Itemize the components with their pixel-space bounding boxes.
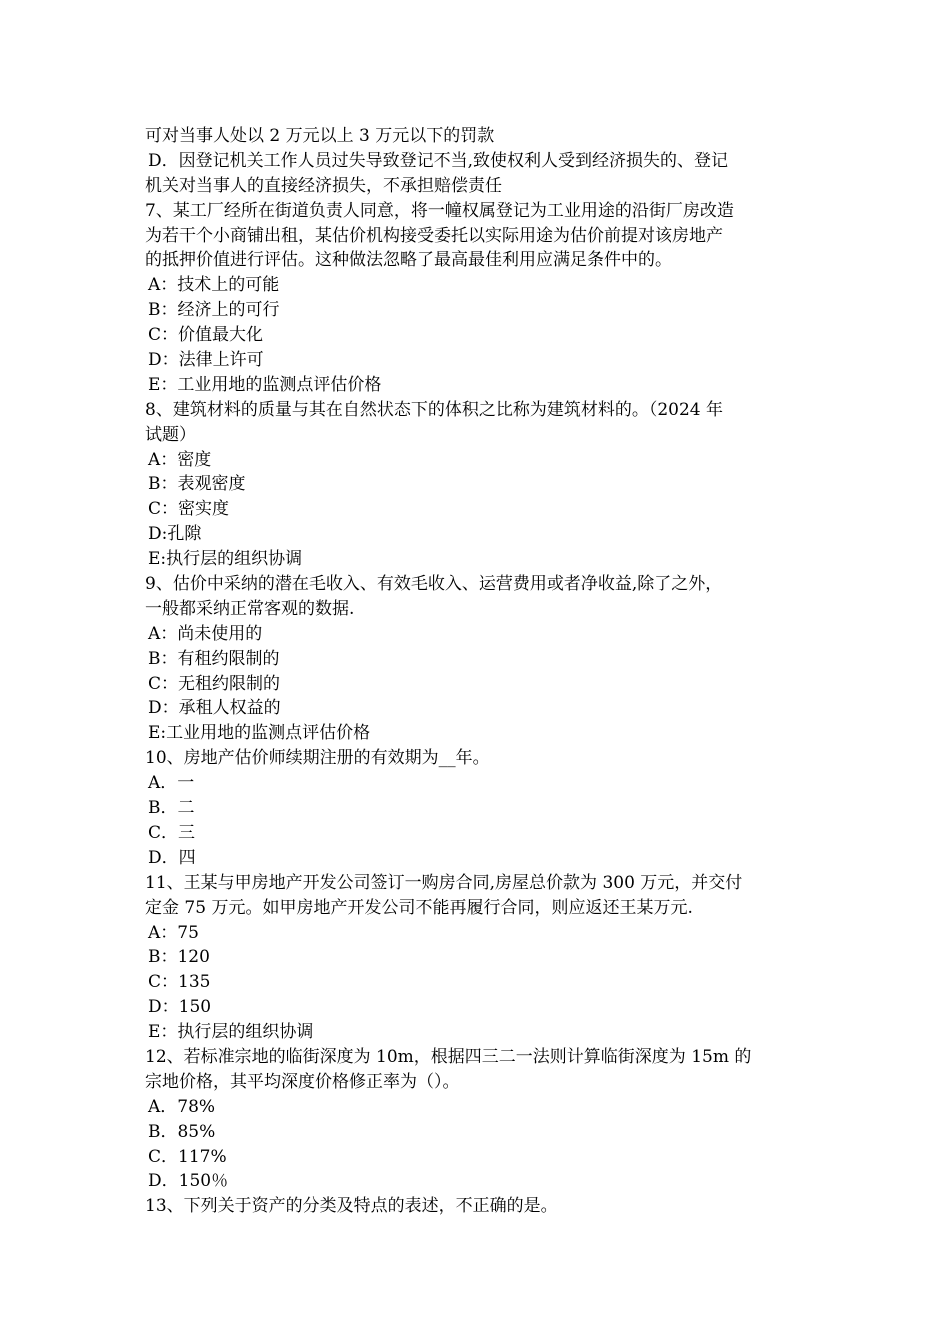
answer-option-line: A：密度 [148,449,212,470]
question-text-line: 的抵押价值进行评估。这种做法忽略了最高最佳利用应满足条件中的。 [145,250,672,271]
answer-option-line: D：承租人权益的 [148,698,281,719]
answer-option-line: D．150％ [148,1171,229,1192]
question-text-line: 8、建筑材料的质量与其在自然状态下的体积之比称为建筑材料的。（2024 年 [145,399,723,420]
answer-option-line: C：价值最大化 [148,325,264,346]
question-text-line: 11、王某与甲房地产开发公司签订一购房合同,房屋总价款为 300 万元，并交付 [145,872,743,893]
answer-option-line: E：工业用地的监测点评估价格 [148,374,382,395]
answer-option-line: B：有租约限制的 [148,648,280,669]
answer-option-line: A：技术上的可能 [148,275,280,296]
question-text-line: 定金 75 万元。如甲房地产开发公司不能再履行合同，则应返还王某万元. [145,897,693,918]
question-text-line: 机关对当事人的直接经济损失，不承担赔偿责任 [145,175,502,196]
answer-option-line: D：150 [148,997,212,1018]
question-text-line: 可对当事人处以 2 万元以上 3 万元以下的罚款 [145,126,495,146]
answer-option-line: C：密实度 [148,499,230,520]
answer-option-line: D：法律上许可 [148,350,264,371]
question-text-line: 宗地价格，其平均深度价格修正率为（）。 [145,1071,460,1092]
answer-option-line: E:执行层的组织协调 [148,549,303,570]
answer-option-line: B．85% [148,1121,216,1142]
answer-option-line: A：尚未使用的 [148,623,263,644]
question-text-line: 9、估价中采纳的潜在毛收入、有效毛收入、运营费用或者净收益,除了之外， [145,574,723,595]
question-text-line: 13、下列关于资产的分类及特点的表述，不正确的是。 [145,1196,558,1217]
question-text-line: 一般都采纳正常客观的数据. [145,598,355,619]
question-text-line: 12、若标准宗地的临街深度为 10m，根据四三二一法则计算临街深度为 15m 的 [145,1046,752,1067]
answer-option-line: A：75 [148,922,199,943]
answer-option-line: C：135 [148,972,211,993]
answer-option-line: C：无租约限制的 [148,673,281,694]
answer-option-line: B：经济上的可行 [148,300,280,321]
question-text-line: 7、某工厂经所在街道负责人同意，将一幢权属登记为工业用途的沿街厂房改造 [145,200,734,221]
answer-option-line: D．四 [148,847,196,868]
question-text-line: 试题） [145,424,196,445]
answer-option-line: B．二 [148,798,195,819]
answer-option-line: B：表观密度 [148,474,246,495]
document-body [145,124,807,1219]
question-text-line: 10、房地产估价师续期注册的有效期为__年。 [145,748,490,769]
answer-option-line: A．一 [148,773,195,794]
question-text-line: 为若干个小商铺出租，某估价机构接受委托以实际用途为估价前提对该房地产 [145,225,723,246]
answer-option-line: C．117% [148,1146,227,1167]
answer-option-line: D:孔隙 [148,524,202,545]
answer-option-line: A．78% [148,1096,216,1117]
answer-option-line: D．因登记机关工作人员过失导致登记不当,致使权利人受到经济损失的、登记 [148,150,729,171]
answer-option-line: B：120 [148,947,210,968]
answer-option-line: C．三 [148,822,196,843]
answer-option-line: E:工业用地的监测点评估价格 [148,723,371,744]
answer-option-line: E：执行层的组织协调 [148,1022,314,1043]
